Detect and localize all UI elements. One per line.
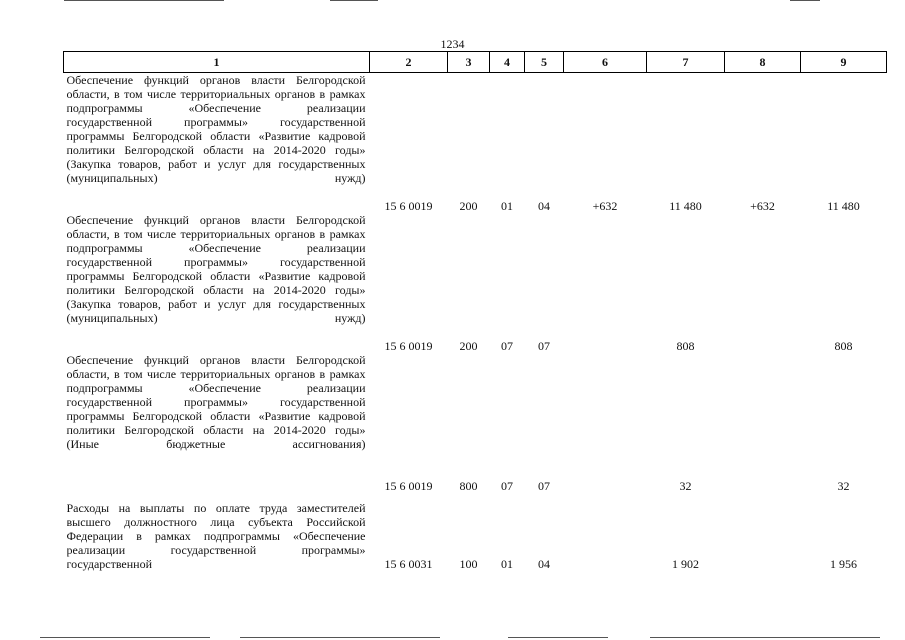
scan-artifact-line <box>650 637 880 638</box>
cell-expense-type: 200 <box>459 338 478 353</box>
cell-col-9: 11 480 <box>827 198 860 213</box>
row-description <box>64 493 370 571</box>
header-row <box>64 52 887 73</box>
table-row <box>64 493 887 571</box>
cell-col-7: 32 <box>679 478 692 493</box>
cell-col-6: +632 <box>592 198 618 213</box>
scan-artifact-line <box>508 637 608 638</box>
header-col-4: 4 <box>490 52 525 73</box>
row-description-text: Расходы на выплаты по оплате труда заместителей высшего должностного лица субъекта Российской Федерации в рамках подпрограммы «Обеспечение реализации государственной программы» государственной <box>66 500 366 571</box>
header-col-2: 2 <box>370 52 448 73</box>
cell-subsection: 04 <box>538 556 550 571</box>
cell-col-8 <box>725 213 801 353</box>
cell-target-article: 15 6 0019 <box>384 478 433 493</box>
cell-col-7: 808 <box>676 338 695 353</box>
cell-expense-type: 200 <box>459 198 478 213</box>
cell-col-6 <box>564 353 647 493</box>
cell-target-article: 15 6 0031 <box>384 556 433 571</box>
cell-expense-type: 800 <box>459 478 478 493</box>
scan-artifact-line <box>330 0 378 1</box>
header-col-9: 9 <box>801 52 887 73</box>
row-description: Обеспечение функций органов власти Белгородской области, в том числе территориальных органов в рамках подпрограммы «Обеспечение реализации государственной программы» государственной программы Белгородской области «Развитие кадровой политики Белгородской области на 2014-2020 годы» (Закупка товаров, работ и услуг для государственных (муниципальных) нужд) <box>66 212 366 325</box>
cell-subsection: 07 <box>538 478 550 493</box>
table-row <box>64 213 887 353</box>
cell-expense-type: 100 <box>459 556 478 571</box>
scan-artifact-line <box>64 0 224 1</box>
header-col-6: 6 <box>564 52 647 73</box>
cell-section: 07 <box>501 338 513 353</box>
cell-target-article: 15 6 0019 <box>384 338 433 353</box>
header-col-1: 1 <box>64 52 370 73</box>
page-number: 1234 <box>440 37 465 51</box>
cell-col-6 <box>564 213 647 353</box>
scan-artifact-line <box>240 637 440 638</box>
cell-section: 07 <box>501 478 513 493</box>
cell-subsection: 07 <box>538 338 550 353</box>
scan-artifact-line <box>40 637 210 638</box>
cell-col-8 <box>725 353 801 493</box>
cell-col-7: 11 480 <box>669 198 702 213</box>
cell-col-7: 1 902 <box>672 556 699 571</box>
row-description: Обеспечение функций органов власти Белгородской области, в том числе территориальных органов в рамках подпрограммы «Обеспечение реализации государственной программы» государственной программы Белгородской области «Развитие кадровой политики Белгородской области на 2014-2020 годы» (Закупка товаров, работ и услуг для государственных (муниципальных) нужд) <box>66 73 366 185</box>
cell-col-6 <box>564 493 647 571</box>
budget-table <box>63 51 887 571</box>
table-row <box>64 73 887 213</box>
cell-section: 01 <box>501 556 513 571</box>
table-row <box>64 353 887 493</box>
header-col-3: 3 <box>448 52 490 73</box>
cell-col-9: 1 956 <box>830 556 857 571</box>
cell-col-8: +632 <box>750 198 775 213</box>
cell-subsection: 04 <box>538 198 550 213</box>
header-col-8: 8 <box>725 52 801 73</box>
cell-section: 01 <box>501 198 513 213</box>
cell-target-article: 15 6 0019 <box>384 198 433 213</box>
cell-col-9: 32 <box>837 478 850 493</box>
header-col-7: 7 <box>647 52 725 73</box>
cell-col-8 <box>725 493 801 571</box>
cell-col-9: 808 <box>834 338 853 353</box>
scan-artifact-line <box>790 0 820 1</box>
header-col-5: 5 <box>525 52 564 73</box>
row-description: Обеспечение функций органов власти Белгородской области, в том числе территориальных органов в рамках подпрограммы «Обеспечение реализации государственной программы» государственной программы Белгородской области «Развитие кадровой политики Белгородской области на 2014-2020 годы» (Иные бюджетные ассигнования) <box>66 352 366 451</box>
